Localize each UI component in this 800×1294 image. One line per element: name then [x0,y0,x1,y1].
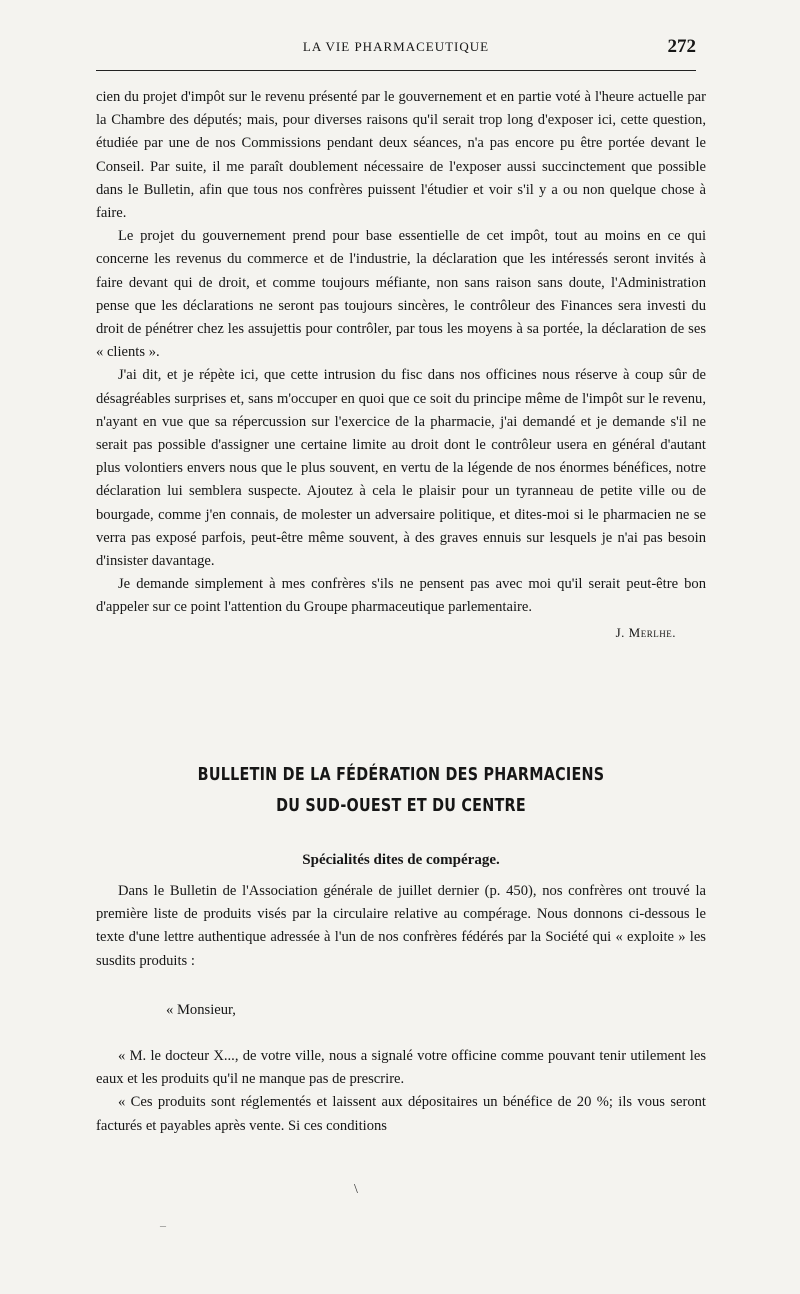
section-heading-line-1: BULLETIN DE LA FÉDÉRATION DES PHARMACIENS [197,765,605,785]
article-paragraph: J'ai dit, et je répète ici, que cette intrusion du fisc dans nos officines nous réserve à coup sûr de désagréables surprises et, sans m'occuper en quoi que ce soit du principe même de l'impôt sur le revenu, n'ayant en vue que sa répercussion sur l'exercice de la pharmacie, j'ai demandé et je demande s'il ne serait pas possible d'assigner une certaine limite au droit dont le contrôleur usera en général d'autant plus volontiers envers nous que le plus souvent, en vertu de la légende de nos énormes bénéfices, notre déclaration lui semblera suspecte. Ajoutez à cela le plaisir pour un tyranneau de petite ville ou de bourgade, comme j'en connais, de molester un adversaire politique, et dites-moi si le pharmacien ne se verra pas exposé parfois, peut-être même souvent, à des graves ennuis sur lesquels je n'ai pas besoin d'insister davantage. [96,367,706,570]
article-paragraph: Je demande simplement à mes confrères s'ils ne pensent pas avec moi qu'il serait peut-être bon d'appeler sur ce point l'attention du Groupe pharmaceutique parlementaire. [96,576,706,616]
section-body [96,880,706,1138]
section-subheading: Spécialités dites de compérage. [302,852,500,868]
article-paragraph: cien du projet d'impôt sur le revenu présenté par le gouvernement et en partie voté à l'heure actuelle par la Chambre des députés; mais, pour diverses raisons qu'il serait trop long d'exposer ici, cette question, étudiée par une de nos Commissions pendant deux séances, n'a pas encore pu être portée devant le Conseil. Par suite, il me paraît doublement nécessaire de l'exposer aussi succinctement que possible dans le Bulletin, afin que tous nos confrères puissent l'étudier et voir s'il y a ou non quelque chose à faire. [96,89,706,222]
running-header [96,36,696,58]
section-heading-line-2: DU SUD-OUEST ET DU CENTRE [276,796,526,816]
author-signature: J. Merlhe. [615,624,676,640]
section-paragraph: Dans le Bulletin de l'Association générale de juillet dernier (p. 450), nos confrères ont trouvé la première liste de produits visés par la circulaire relative au compérage. Nous donnons ci-dessous le texte d'une lettre authentique adressée à l'un de nos confrères fédérés par la Société qui « exploite » les susdits produits : [96,883,706,969]
page-number: 272 [667,36,696,57]
running-title: LA VIE PHARMACEUTIQUE [302,39,490,54]
article-body [96,86,706,644]
footer-mark: \ [354,1182,358,1197]
margin-speck: – [160,1218,166,1232]
letter-salutation: « Monsieur, [166,1001,236,1018]
article-paragraph: Le projet du gouvernement prend pour base essentielle de cet impôt, tout au moins en ce qui concerne les revenus du commerce et de l'industrie, la déclaration que les intéressés seront invités à faire devant qui de droit, et comme toujours méfiante, non sans raison sans doute, l'Administration pense que les déclarations ne seront pas toujours sincères, le contrôleur des Finances sera investi du droit de pénétrer chez les assujettis pour contrôler, par tous les moyens à sa portée, la déclaration de ses « clients ». [96,228,706,361]
letter-paragraph: « M. le docteur X..., de votre ville, nous a signalé votre officine comme pouvant tenir utilement les eaux et les produits qu'il ne manque pas de prescrire. [96,1048,706,1088]
letter-paragraph: « Ces produits sont réglementés et laissent aux dépositaires un bénéfice de 20 %; ils vous seront facturés et payables après vente. Si ces conditions [96,1094,706,1134]
header-rule [96,70,696,71]
